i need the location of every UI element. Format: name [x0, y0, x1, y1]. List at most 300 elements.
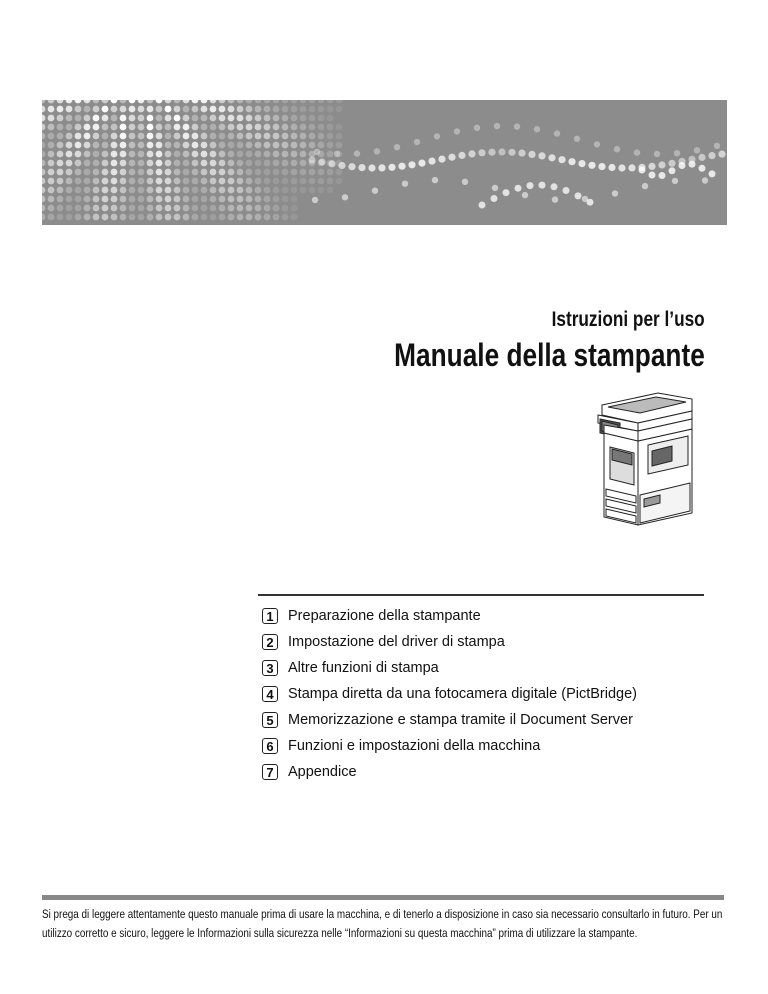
pattern-dot [336, 124, 343, 131]
pattern-dot [237, 133, 244, 140]
pattern-dot [309, 124, 316, 131]
pattern-dot [282, 106, 289, 113]
pattern-dot [255, 169, 262, 176]
pattern-dot [174, 214, 181, 221]
pattern-dot [93, 160, 100, 167]
pattern-dot [66, 196, 73, 203]
pattern-dot [414, 139, 420, 145]
pattern-dot [210, 160, 217, 167]
pattern-dot [246, 196, 253, 203]
pattern-dot [639, 167, 646, 174]
pattern-dot [84, 100, 91, 103]
pattern-dot [174, 133, 181, 140]
pattern-dot [689, 161, 696, 168]
pattern-dot [111, 142, 118, 149]
pattern-dot [183, 214, 190, 221]
pattern-dot [147, 160, 154, 167]
pattern-dot [42, 205, 45, 212]
chapter-number-badge: 6 [262, 738, 278, 754]
pattern-dot [201, 151, 208, 158]
pattern-dot [192, 205, 199, 212]
pattern-dot [48, 142, 55, 149]
pattern-dot [174, 187, 181, 194]
pattern-dot [84, 214, 91, 221]
pattern-dot [84, 205, 91, 212]
pattern-dot [246, 169, 253, 176]
pattern-dot [228, 178, 235, 185]
pattern-dot [318, 142, 325, 149]
pattern-dot [228, 133, 235, 140]
pattern-dot [282, 100, 289, 103]
pattern-dot [147, 169, 154, 176]
pattern-dot [273, 100, 280, 103]
pattern-dot [192, 151, 199, 158]
pattern-dot [57, 133, 64, 140]
pattern-dot [111, 169, 118, 176]
pattern-dot [93, 214, 100, 221]
footer-divider [42, 895, 724, 900]
pattern-dot [57, 178, 64, 185]
pattern-dot [48, 169, 55, 176]
pattern-dot [48, 205, 55, 212]
pattern-dot [548, 154, 555, 161]
pattern-dot [93, 151, 100, 158]
pattern-dot [84, 196, 91, 203]
printer-illustration-icon [588, 385, 698, 530]
pattern-dot [300, 133, 307, 140]
pattern-dot [328, 160, 335, 167]
pattern-dot [479, 202, 486, 209]
pattern-dot [75, 196, 82, 203]
pattern-dot [156, 142, 163, 149]
pattern-dot [84, 178, 91, 185]
pattern-dot [219, 151, 226, 158]
pattern-dot [309, 178, 316, 185]
pattern-dot [264, 115, 271, 122]
pattern-dot [156, 214, 163, 221]
pattern-dot [327, 169, 334, 176]
pattern-dot [237, 160, 244, 167]
pattern-dot [192, 187, 199, 194]
pattern-dot [210, 100, 217, 103]
pattern-dot [57, 205, 64, 212]
pattern-dot [174, 115, 181, 122]
pattern-dot [138, 178, 145, 185]
pattern-dot [120, 151, 127, 158]
pattern-dot [255, 151, 262, 158]
pattern-dot [264, 178, 271, 185]
pattern-dot [282, 205, 289, 212]
pattern-dot [183, 124, 190, 131]
pattern-dot [246, 187, 253, 194]
pattern-dot [237, 100, 244, 103]
pattern-dot [237, 214, 244, 221]
pattern-dot [282, 124, 289, 131]
pattern-dot [48, 124, 55, 131]
pattern-dot [156, 133, 163, 140]
pattern-dot [255, 160, 262, 167]
pattern-dot [57, 160, 64, 167]
pattern-dot [300, 106, 307, 113]
pattern-dot [129, 106, 136, 113]
pattern-dot [668, 160, 675, 167]
pattern-dot [568, 158, 575, 165]
pattern-dot [219, 142, 226, 149]
pattern-dot [57, 124, 64, 131]
pattern-dot [558, 156, 565, 163]
pattern-dot [709, 170, 716, 177]
pattern-dot [129, 100, 136, 103]
pattern-dot [147, 187, 154, 194]
pattern-dot [563, 187, 570, 194]
pattern-dot [309, 115, 316, 122]
toc-item[interactable] [262, 681, 637, 707]
pattern-dot [138, 205, 145, 212]
toc-item[interactable] [262, 603, 637, 629]
pattern-dot [219, 196, 226, 203]
pattern-dot [84, 115, 91, 122]
pattern-dot [183, 151, 190, 158]
pattern-dot [210, 106, 217, 113]
pattern-dot [183, 205, 190, 212]
pattern-dot [93, 196, 100, 203]
pattern-dot [201, 178, 208, 185]
pattern-dot [192, 169, 199, 176]
pattern-dot [228, 115, 235, 122]
chapter-title: Preparazione della stampante [288, 608, 481, 624]
pattern-dot [628, 164, 635, 171]
pattern-dot [309, 100, 316, 103]
pattern-dot [539, 182, 546, 189]
pattern-dot [374, 148, 380, 154]
pattern-dot [111, 205, 118, 212]
pattern-dot [138, 115, 145, 122]
pattern-dot [111, 133, 118, 140]
toc-item[interactable] [262, 733, 637, 759]
pattern-dot [494, 123, 500, 129]
pattern-dot [93, 205, 100, 212]
pattern-dot [183, 106, 190, 113]
pattern-dot [273, 115, 280, 122]
chapter-title: Appendice [288, 764, 357, 780]
pattern-dot [246, 106, 253, 113]
pattern-dot [503, 189, 510, 196]
pattern-dot [183, 169, 190, 176]
pattern-dot [138, 142, 145, 149]
pattern-dot [327, 178, 334, 185]
pattern-dot [255, 124, 262, 131]
pattern-dot [66, 100, 73, 103]
pattern-dot [138, 106, 145, 113]
pattern-dot [201, 169, 208, 176]
pattern-dot [120, 100, 127, 103]
pattern-dot [402, 181, 408, 187]
pattern-dot [219, 124, 226, 131]
pattern-dot [587, 199, 594, 206]
pattern-dot [42, 178, 45, 185]
pattern-dot [255, 205, 262, 212]
pattern-dot [574, 136, 580, 142]
pattern-dot [57, 196, 64, 203]
pattern-dot [282, 151, 289, 158]
pattern-dot [291, 196, 298, 203]
pattern-dot [327, 124, 334, 131]
pattern-dot [201, 115, 208, 122]
pattern-dot [327, 142, 334, 149]
pattern-dot [42, 214, 45, 221]
pattern-dot [156, 115, 163, 122]
pattern-dot [228, 151, 235, 158]
pattern-dot [192, 124, 199, 131]
pattern-dot [255, 178, 262, 185]
pattern-dot [165, 133, 172, 140]
pattern-dot [428, 158, 435, 165]
pattern-dot [129, 151, 136, 158]
pattern-dot [515, 185, 522, 192]
pattern-dot [111, 124, 118, 131]
pattern-dot [291, 151, 298, 158]
pattern-dot [708, 152, 715, 159]
pattern-dot [165, 100, 172, 103]
pattern-dot [165, 160, 172, 167]
toc-item[interactable] [262, 759, 637, 785]
pattern-dot [93, 142, 100, 149]
pattern-dot [210, 142, 217, 149]
pattern-dot [246, 205, 253, 212]
pattern-dot [111, 151, 118, 158]
pattern-dot [129, 196, 136, 203]
pattern-dot [138, 133, 145, 140]
dot-starburst-pattern [42, 100, 727, 225]
pattern-dot [156, 124, 163, 131]
pattern-dot [183, 178, 190, 185]
pattern-dot [138, 100, 145, 103]
pattern-dot [282, 196, 289, 203]
pattern-dot [300, 124, 307, 131]
pattern-dot [147, 124, 154, 131]
pattern-dot [84, 151, 91, 158]
toc-item[interactable] [262, 707, 637, 733]
pattern-dot [228, 205, 235, 212]
chapter-number-badge: 2 [262, 634, 278, 650]
footer-notice: Si prega di leggere attentamente questo manuale prima di usare la macchina, e di tenerlo a disposizione in caso sia necessario consultarlo in futuro. Per un utilizzo corretto e sicuro, leggere le Informazioni sulla sicurezza nelle “Informazioni su questa macchina” prima di utilizzare la stampante. [42, 907, 723, 940]
pattern-dot [129, 214, 136, 221]
pattern-dot [312, 197, 318, 203]
toc-item[interactable] [262, 629, 637, 655]
pattern-dot [183, 187, 190, 194]
pattern-dot [156, 196, 163, 203]
pattern-dot [156, 160, 163, 167]
pattern-dot [273, 214, 280, 221]
pattern-dot [102, 151, 109, 158]
pattern-dot [219, 214, 226, 221]
chapter-number-badge: 5 [262, 712, 278, 728]
pattern-dot [318, 100, 325, 103]
pattern-dot [147, 115, 154, 122]
pattern-dot [219, 115, 226, 122]
pattern-dot [102, 205, 109, 212]
pattern-dot [147, 151, 154, 158]
chapter-number-badge: 1 [262, 608, 278, 624]
pattern-dot [291, 142, 298, 149]
pattern-dot [42, 106, 45, 113]
pattern-dot [488, 149, 495, 156]
pattern-dot [102, 214, 109, 221]
pattern-dot [138, 169, 145, 176]
pattern-dot [598, 163, 605, 170]
pattern-dot [138, 196, 145, 203]
pattern-dot [522, 192, 528, 198]
pattern-dot [309, 187, 316, 194]
pattern-dot [165, 115, 172, 122]
pattern-dot [219, 187, 226, 194]
pattern-dot [300, 142, 307, 149]
pattern-dot [192, 178, 199, 185]
pattern-dot [318, 106, 325, 113]
pattern-dot [528, 151, 535, 158]
pattern-dot [192, 115, 199, 122]
pattern-dot [255, 142, 262, 149]
pattern-dot [57, 106, 64, 113]
pattern-dot [201, 142, 208, 149]
pattern-dot [120, 142, 127, 149]
chapter-title: Memorizzazione e stampa tramite il Document Server [288, 712, 633, 728]
pattern-dot [42, 133, 45, 140]
pattern-dot [228, 196, 235, 203]
pattern-dot [273, 205, 280, 212]
pattern-dot [282, 214, 289, 221]
pattern-dot [228, 160, 235, 167]
pattern-dot [454, 128, 460, 134]
pattern-dot [498, 148, 505, 155]
pattern-dot [192, 100, 199, 103]
pattern-dot [318, 187, 325, 194]
pattern-dot [327, 115, 334, 122]
pattern-dot [264, 169, 271, 176]
pattern-dot [264, 142, 271, 149]
pattern-dot [554, 130, 560, 136]
pattern-dot [575, 192, 582, 199]
pattern-dot [282, 142, 289, 149]
pattern-dot [237, 115, 244, 122]
pattern-dot [699, 165, 706, 172]
pattern-dot [300, 115, 307, 122]
pattern-dot [291, 214, 298, 221]
pattern-dot [120, 187, 127, 194]
pattern-dot [358, 164, 365, 171]
pattern-dot [219, 106, 226, 113]
pattern-dot [282, 133, 289, 140]
pattern-dot [48, 133, 55, 140]
pattern-dot [264, 124, 271, 131]
pattern-dot [219, 100, 226, 103]
pattern-dot [210, 178, 217, 185]
pattern-dot [237, 106, 244, 113]
pattern-dot [111, 214, 118, 221]
pattern-dot [120, 205, 127, 212]
pattern-dot [102, 169, 109, 176]
pattern-dot [48, 214, 55, 221]
pattern-dot [318, 133, 325, 140]
pattern-dot [102, 160, 109, 167]
pattern-dot [649, 172, 656, 179]
pattern-dot [327, 100, 334, 103]
pattern-dot [228, 187, 235, 194]
pattern-dot [264, 133, 271, 140]
pattern-dot [129, 205, 136, 212]
pattern-dot [48, 151, 55, 158]
pattern-dot [654, 151, 660, 157]
pattern-dot [264, 106, 271, 113]
pattern-dot [698, 154, 705, 161]
cover-banner [42, 100, 727, 225]
pattern-dot [201, 196, 208, 203]
pattern-dot [57, 115, 64, 122]
pattern-dot [192, 133, 199, 140]
pattern-dot [183, 160, 190, 167]
pattern-dot [336, 106, 343, 113]
pattern-dot [165, 169, 172, 176]
pattern-dot [42, 196, 45, 203]
pattern-dot [309, 106, 316, 113]
pattern-dot [246, 178, 253, 185]
pattern-dot [642, 183, 648, 189]
pattern-dot [318, 169, 325, 176]
pattern-dot [120, 196, 127, 203]
pattern-dot [291, 178, 298, 185]
pattern-dot [75, 151, 82, 158]
pattern-dot [372, 188, 378, 194]
pattern-dot [102, 187, 109, 194]
pattern-dot [84, 169, 91, 176]
chapter-number-badge: 7 [262, 764, 278, 780]
pattern-dot [156, 178, 163, 185]
pattern-dot [246, 115, 253, 122]
pattern-dot [282, 160, 289, 167]
pattern-dot [291, 124, 298, 131]
chapter-title: Altre funzioni di stampa [288, 660, 439, 676]
pattern-dot [273, 133, 280, 140]
pattern-dot [42, 142, 45, 149]
pattern-dot [120, 115, 127, 122]
pattern-dot [48, 187, 55, 194]
pattern-dot [75, 124, 82, 131]
chapter-number-badge: 3 [262, 660, 278, 676]
pattern-dot [334, 151, 340, 157]
pattern-dot [42, 124, 45, 131]
pattern-dot [246, 133, 253, 140]
pattern-dot [388, 164, 395, 171]
pattern-dot [438, 156, 445, 163]
pattern-dot [246, 151, 253, 158]
pattern-dot [588, 162, 595, 169]
pattern-dot [255, 133, 262, 140]
pattern-dot [165, 151, 172, 158]
pattern-dot [210, 214, 217, 221]
pattern-dot [42, 160, 45, 167]
pattern-dot [300, 160, 307, 167]
pattern-dot [291, 133, 298, 140]
pattern-dot [264, 196, 271, 203]
pattern-dot [282, 169, 289, 176]
pattern-dot [348, 163, 355, 170]
pattern-dot [165, 124, 172, 131]
pattern-dot [75, 214, 82, 221]
pattern-dot [129, 178, 136, 185]
pattern-dot [273, 178, 280, 185]
pattern-dot [93, 187, 100, 194]
toc-item[interactable] [262, 655, 637, 681]
